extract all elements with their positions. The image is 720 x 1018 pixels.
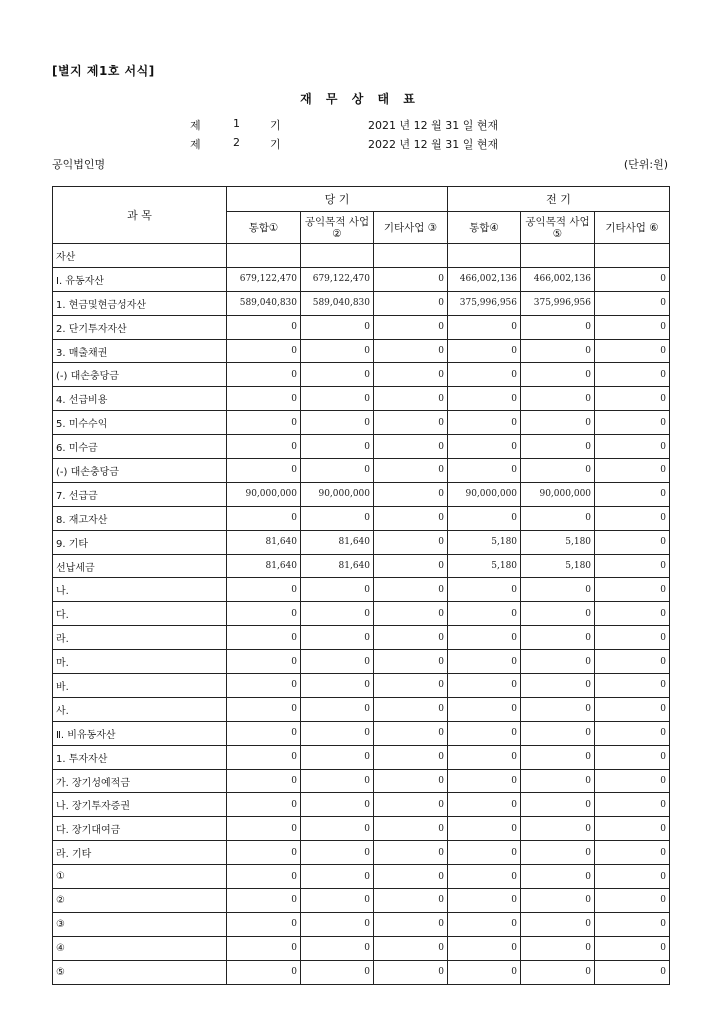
account-label: 사. [53, 697, 227, 721]
amount-cell: 0 [595, 912, 670, 936]
amount-cell: 81,640 [301, 554, 374, 578]
amount-cell: 0 [374, 435, 448, 459]
table-row [53, 745, 670, 769]
table-row [53, 602, 670, 626]
amount-cell: 0 [374, 411, 448, 435]
amount-cell: 0 [595, 865, 670, 889]
amount-cell: 0 [374, 769, 448, 793]
amount-cell: 0 [521, 889, 595, 913]
amount-cell: 0 [448, 506, 521, 530]
amount-cell: 0 [595, 363, 670, 387]
amount-cell: 0 [521, 411, 595, 435]
amount-cell: 0 [521, 865, 595, 889]
amount-cell: 0 [521, 387, 595, 411]
account-label: ⑤ [53, 960, 227, 984]
amount-cell: 0 [448, 626, 521, 650]
table-row [53, 936, 670, 960]
account-label: ② [53, 889, 227, 913]
amount-cell: 0 [448, 363, 521, 387]
amount-cell: 90,000,000 [301, 482, 374, 506]
amount-cell: 0 [521, 626, 595, 650]
amount-cell [227, 244, 301, 268]
amount-cell: 0 [374, 793, 448, 817]
amount-cell: 0 [448, 411, 521, 435]
document-title: 재 무 상 태 표 [300, 92, 420, 106]
amount-cell: 0 [521, 912, 595, 936]
amount-cell: 0 [227, 793, 301, 817]
amount-cell: 90,000,000 [521, 482, 595, 506]
amount-cell: 0 [595, 626, 670, 650]
amount-cell [301, 244, 374, 268]
amount-cell: 0 [301, 721, 374, 745]
amount-cell: 0 [227, 865, 301, 889]
amount-cell: 0 [374, 697, 448, 721]
col-header-public-previous: 공익목적 사업⑤ [521, 212, 595, 244]
table-row [53, 387, 670, 411]
amount-cell: 0 [301, 315, 374, 339]
amount-cell: 0 [301, 387, 374, 411]
amount-cell: 0 [301, 650, 374, 674]
amount-cell: 0 [521, 793, 595, 817]
amount-cell: 0 [227, 435, 301, 459]
table-row [53, 363, 670, 387]
table-row [53, 626, 670, 650]
amount-cell: 0 [227, 697, 301, 721]
amount-cell: 0 [374, 506, 448, 530]
previous-period-header: 전 기 [448, 187, 670, 212]
amount-cell: 0 [227, 817, 301, 841]
amount-cell: 0 [595, 315, 670, 339]
amount-cell: 0 [374, 482, 448, 506]
amount-cell: 0 [301, 769, 374, 793]
amount-cell: 0 [374, 363, 448, 387]
amount-cell: 0 [374, 865, 448, 889]
period-date: 2021 년 12 월 31 일 현재 [368, 119, 499, 132]
amount-cell: 0 [448, 793, 521, 817]
amount-cell: 0 [301, 578, 374, 602]
amount-cell: 0 [301, 674, 374, 698]
account-label: 다. 장기대여금 [53, 817, 227, 841]
table-row [53, 817, 670, 841]
amount-cell: 0 [595, 411, 670, 435]
amount-cell: 0 [301, 602, 374, 626]
amount-cell [521, 244, 595, 268]
amount-cell: 0 [448, 817, 521, 841]
amount-cell: 0 [448, 650, 521, 674]
amount-cell: 0 [227, 459, 301, 483]
amount-cell: 0 [521, 769, 595, 793]
amount-cell: 0 [521, 506, 595, 530]
amount-cell: 0 [374, 650, 448, 674]
amount-cell: 0 [595, 387, 670, 411]
amount-cell: 0 [521, 459, 595, 483]
amount-cell: 0 [374, 387, 448, 411]
amount-cell: 0 [448, 459, 521, 483]
amount-cell: 0 [301, 363, 374, 387]
account-label: (-) 대손충당금 [53, 459, 227, 483]
amount-cell: 0 [227, 721, 301, 745]
amount-cell: 0 [595, 482, 670, 506]
amount-cell: 466,002,136 [521, 267, 595, 291]
amount-cell: 0 [448, 435, 521, 459]
account-label: 3. 매출채권 [53, 339, 227, 363]
amount-cell: 0 [521, 960, 595, 984]
amount-cell: 0 [521, 435, 595, 459]
table-row [53, 650, 670, 674]
amount-cell: 0 [301, 793, 374, 817]
amount-cell: 0 [595, 554, 670, 578]
table-row [53, 912, 670, 936]
amount-cell: 0 [374, 459, 448, 483]
amount-cell: 0 [374, 936, 448, 960]
amount-cell: 0 [301, 626, 374, 650]
account-label: Ⅰ. 유동자산 [53, 267, 227, 291]
col-header-total-previous: 통합④ [448, 212, 521, 244]
period-prefix: 제 [190, 138, 201, 151]
current-period-header: 당 기 [227, 187, 448, 212]
amount-cell: 81,640 [227, 554, 301, 578]
amount-cell: 0 [448, 841, 521, 865]
account-label: 5. 미수수익 [53, 411, 227, 435]
table-row [53, 769, 670, 793]
amount-cell: 466,002,136 [448, 267, 521, 291]
amount-cell: 0 [374, 817, 448, 841]
table-row [53, 793, 670, 817]
account-label: 바. [53, 674, 227, 698]
amount-cell: 0 [521, 674, 595, 698]
amount-cell: 0 [595, 267, 670, 291]
account-label: 선납세금 [53, 554, 227, 578]
amount-cell: 375,996,956 [521, 291, 595, 315]
amount-cell: 0 [595, 339, 670, 363]
amount-cell: 0 [374, 960, 448, 984]
amount-cell: 0 [521, 721, 595, 745]
amount-cell: 0 [448, 697, 521, 721]
amount-cell: 0 [301, 889, 374, 913]
account-label: 다. [53, 602, 227, 626]
amount-cell: 0 [521, 817, 595, 841]
amount-cell: 0 [227, 936, 301, 960]
amount-cell: 589,040,830 [301, 291, 374, 315]
amount-cell: 0 [227, 411, 301, 435]
amount-cell: 0 [374, 626, 448, 650]
table-row [53, 674, 670, 698]
amount-cell: 0 [521, 697, 595, 721]
amount-cell: 0 [374, 889, 448, 913]
amount-cell: 0 [521, 936, 595, 960]
table-row [53, 697, 670, 721]
amount-cell: 0 [448, 745, 521, 769]
account-label: 나. 장기투자증권 [53, 793, 227, 817]
amount-cell: 0 [595, 602, 670, 626]
amount-cell: 0 [374, 267, 448, 291]
amount-cell: 0 [448, 315, 521, 339]
amount-cell: 0 [374, 291, 448, 315]
amount-cell: 0 [595, 650, 670, 674]
account-label: 9. 기타 [53, 530, 227, 554]
amount-cell: 0 [301, 339, 374, 363]
account-label: 1. 투자자산 [53, 745, 227, 769]
amount-cell: 0 [374, 912, 448, 936]
amount-cell: 0 [301, 411, 374, 435]
amount-cell: 0 [595, 530, 670, 554]
period-number: 1 [233, 117, 240, 130]
table-row [53, 482, 670, 506]
account-label: 2. 단기투자자산 [53, 315, 227, 339]
amount-cell: 0 [227, 363, 301, 387]
account-label: 6. 미수금 [53, 435, 227, 459]
col-header-public-current: 공익목적 사업② [301, 212, 374, 244]
amount-cell: 0 [448, 936, 521, 960]
account-label: 4. 선급비용 [53, 387, 227, 411]
amount-cell: 0 [521, 315, 595, 339]
table-row [53, 865, 670, 889]
amount-cell: 0 [227, 315, 301, 339]
table-row [53, 578, 670, 602]
amount-cell: 0 [595, 889, 670, 913]
amount-cell: 5,180 [448, 530, 521, 554]
amount-cell: 0 [595, 793, 670, 817]
table-row [53, 435, 670, 459]
amount-cell: 0 [374, 745, 448, 769]
amount-cell: 0 [374, 841, 448, 865]
amount-cell: 0 [521, 650, 595, 674]
col-header-total-current: 통합① [227, 212, 301, 244]
amount-cell: 0 [521, 339, 595, 363]
account-label: 마. [53, 650, 227, 674]
amount-cell: 0 [448, 578, 521, 602]
amount-cell: 0 [448, 912, 521, 936]
amount-cell: 0 [301, 936, 374, 960]
amount-cell: 0 [374, 721, 448, 745]
amount-cell: 0 [595, 674, 670, 698]
amount-cell [374, 244, 448, 268]
amount-cell: 0 [227, 650, 301, 674]
table-row [53, 530, 670, 554]
account-label: 나. [53, 578, 227, 602]
amount-cell: 0 [374, 530, 448, 554]
amount-cell: 0 [521, 602, 595, 626]
account-label: 7. 선급금 [53, 482, 227, 506]
period-suffix: 기 [270, 119, 281, 132]
amount-cell [448, 244, 521, 268]
amount-cell: 0 [227, 745, 301, 769]
amount-cell: 0 [448, 889, 521, 913]
amount-cell: 0 [595, 291, 670, 315]
table-row [53, 244, 670, 268]
amount-cell: 0 [374, 339, 448, 363]
amount-cell: 0 [301, 697, 374, 721]
amount-cell: 0 [227, 889, 301, 913]
amount-cell: 0 [227, 339, 301, 363]
amount-cell: 0 [301, 865, 374, 889]
amount-cell: 0 [595, 817, 670, 841]
amount-cell: 81,640 [301, 530, 374, 554]
amount-cell: 0 [301, 506, 374, 530]
table-row [53, 411, 670, 435]
period-number: 2 [233, 136, 240, 149]
amount-cell: 0 [448, 674, 521, 698]
unit-label: (단위:원) [623, 158, 668, 171]
table-row [53, 315, 670, 339]
amount-cell: 679,122,470 [227, 267, 301, 291]
amount-cell: 0 [227, 960, 301, 984]
amount-cell: 0 [227, 841, 301, 865]
amount-cell: 0 [374, 315, 448, 339]
balance-sheet-table [52, 186, 670, 985]
amount-cell: 81,640 [227, 530, 301, 554]
amount-cell: 0 [448, 387, 521, 411]
table-row [53, 721, 670, 745]
amount-cell: 0 [227, 578, 301, 602]
amount-cell: 0 [301, 745, 374, 769]
amount-cell: 0 [595, 459, 670, 483]
amount-cell: 0 [301, 817, 374, 841]
amount-cell: 0 [301, 841, 374, 865]
col-header-other-current: 기타사업 ③ [374, 212, 448, 244]
amount-cell: 0 [595, 769, 670, 793]
amount-cell: 0 [227, 387, 301, 411]
amount-cell: 0 [595, 435, 670, 459]
amount-cell: 0 [301, 435, 374, 459]
amount-cell: 0 [374, 602, 448, 626]
amount-cell: 0 [521, 363, 595, 387]
amount-cell: 5,180 [448, 554, 521, 578]
account-label: 1. 현금및현금성자산 [53, 291, 227, 315]
amount-cell: 0 [595, 506, 670, 530]
amount-cell: 0 [227, 506, 301, 530]
amount-cell: 0 [227, 674, 301, 698]
amount-cell: 5,180 [521, 530, 595, 554]
amount-cell: 90,000,000 [448, 482, 521, 506]
period-suffix: 기 [270, 138, 281, 151]
amount-cell: 0 [227, 602, 301, 626]
amount-cell: 0 [521, 841, 595, 865]
table-row [53, 339, 670, 363]
amount-cell: 0 [595, 841, 670, 865]
corporation-name-label: 공익법인명 [52, 158, 106, 171]
table-row [53, 291, 670, 315]
account-label: 라. 기타 [53, 841, 227, 865]
amount-cell: 0 [448, 339, 521, 363]
account-label: (-) 대손충당금 [53, 363, 227, 387]
table-row [53, 841, 670, 865]
amount-cell: 0 [521, 745, 595, 769]
account-label: ④ [53, 936, 227, 960]
subject-header: 과 목 [53, 187, 227, 244]
table-row [53, 889, 670, 913]
amount-cell: 0 [595, 578, 670, 602]
amount-cell: 0 [448, 960, 521, 984]
amount-cell: 0 [521, 578, 595, 602]
col-header-other-previous: 기타사업 ⑥ [595, 212, 670, 244]
amount-cell: 0 [227, 626, 301, 650]
amount-cell: 0 [301, 960, 374, 984]
period-date: 2022 년 12 월 31 일 현재 [368, 138, 499, 151]
amount-cell: 0 [227, 769, 301, 793]
amount-cell: 0 [595, 936, 670, 960]
amount-cell: 0 [374, 554, 448, 578]
amount-cell: 0 [227, 912, 301, 936]
amount-cell: 5,180 [521, 554, 595, 578]
form-number-tag: [별지 제1호 서식] [52, 64, 155, 78]
amount-cell: 0 [448, 865, 521, 889]
amount-cell: 679,122,470 [301, 267, 374, 291]
account-label: 자산 [53, 244, 227, 268]
amount-cell: 0 [595, 745, 670, 769]
amount-cell: 0 [595, 960, 670, 984]
account-label: 라. [53, 626, 227, 650]
amount-cell: 0 [595, 721, 670, 745]
amount-cell: 0 [301, 912, 374, 936]
account-label: Ⅱ. 비유동자산 [53, 721, 227, 745]
amount-cell: 0 [374, 578, 448, 602]
amount-cell: 589,040,830 [227, 291, 301, 315]
amount-cell: 0 [448, 721, 521, 745]
table-row [53, 506, 670, 530]
amount-cell: 0 [301, 459, 374, 483]
account-label: ③ [53, 912, 227, 936]
table-row [53, 960, 670, 984]
table-row [53, 554, 670, 578]
amount-cell [595, 244, 670, 268]
amount-cell: 0 [595, 697, 670, 721]
account-label: 가. 장기성예적금 [53, 769, 227, 793]
amount-cell: 0 [374, 674, 448, 698]
amount-cell: 0 [448, 602, 521, 626]
amount-cell: 90,000,000 [227, 482, 301, 506]
account-label: ① [53, 865, 227, 889]
account-label: 8. 재고자산 [53, 506, 227, 530]
table-row [53, 459, 670, 483]
period-prefix: 제 [190, 119, 201, 132]
amount-cell: 0 [448, 769, 521, 793]
amount-cell: 375,996,956 [448, 291, 521, 315]
table-row [53, 267, 670, 291]
